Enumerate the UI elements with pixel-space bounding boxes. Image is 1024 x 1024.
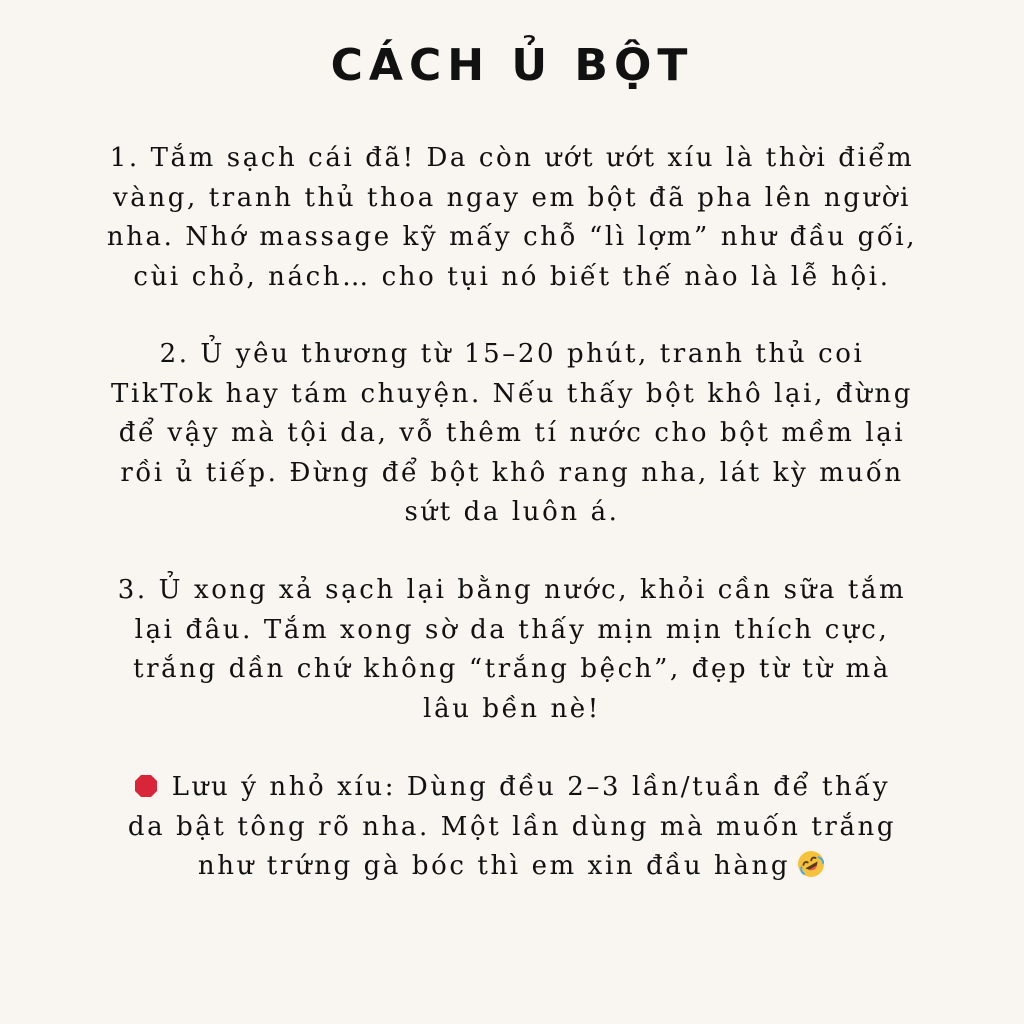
step-2-line-5: sứt da luôn á. xyxy=(404,497,620,527)
note-paragraph xyxy=(0,768,1024,887)
step-1-line-4: cùi chỏ, nách… cho tụi nó biết thế nào là lễ hội. xyxy=(133,261,891,292)
step-3-paragraph xyxy=(0,571,1024,729)
note-line-1-text: Lưu ý nhỏ xíu: Dùng đều 2–3 lần/tuần để thấy xyxy=(171,772,891,802)
note-line-1 xyxy=(0,768,1024,808)
step-2-line-1: 2. Ủ yêu thương từ 15–20 phút, tranh thủ coi xyxy=(159,339,865,369)
page-title: CÁCH Ủ BỘT xyxy=(330,40,694,91)
step-3-line-4: lâu bền nè! xyxy=(423,693,601,724)
stop-sign-icon xyxy=(134,771,158,795)
note-line-2: da bật tông rõ nha. Một lần dùng mà muốn trắng xyxy=(127,811,897,842)
step-3-line-3: trắng dần chứ không “trắng bệch”, đẹp từ từ mà xyxy=(133,654,891,684)
step-2-paragraph xyxy=(0,335,1024,533)
step-1-line-3: nha. Nhớ massage kỹ mấy chỗ “lì lợm” như đầu gối, xyxy=(106,222,918,252)
step-1-line-2: vàng, tranh thủ thoa ngay em bột đã pha lên người xyxy=(113,182,911,213)
step-3-line-2: lại đâu. Tắm xong sờ da thấy mịn mịn thích cực, xyxy=(134,614,890,645)
rolling-on-floor-laughing-icon xyxy=(796,849,826,879)
step-2-line-3: để vậy mà tội da, vỗ thêm tí nước cho bột mềm lại xyxy=(118,418,906,448)
step-1-paragraph xyxy=(0,139,1024,297)
note-line-3 xyxy=(0,847,1024,887)
step-1-line-1: 1. Tắm sạch cái đã! Da còn ướt ướt xíu là thời điểm xyxy=(109,143,915,173)
step-2-line-2: TikTok hay tám chuyện. Nếu thấy bột khô lại, đừng xyxy=(111,378,913,409)
step-3-line-1: 3. Ủ xong xả sạch lại bằng nước, khỏi cần sữa tắm xyxy=(117,575,907,605)
step-2-line-4: rồi ủ tiếp. Đừng để bột khô rang nha, lát kỳ muốn xyxy=(120,457,904,488)
note-line-3-text: như trứng gà bóc thì em xin đầu hàng xyxy=(197,851,791,881)
